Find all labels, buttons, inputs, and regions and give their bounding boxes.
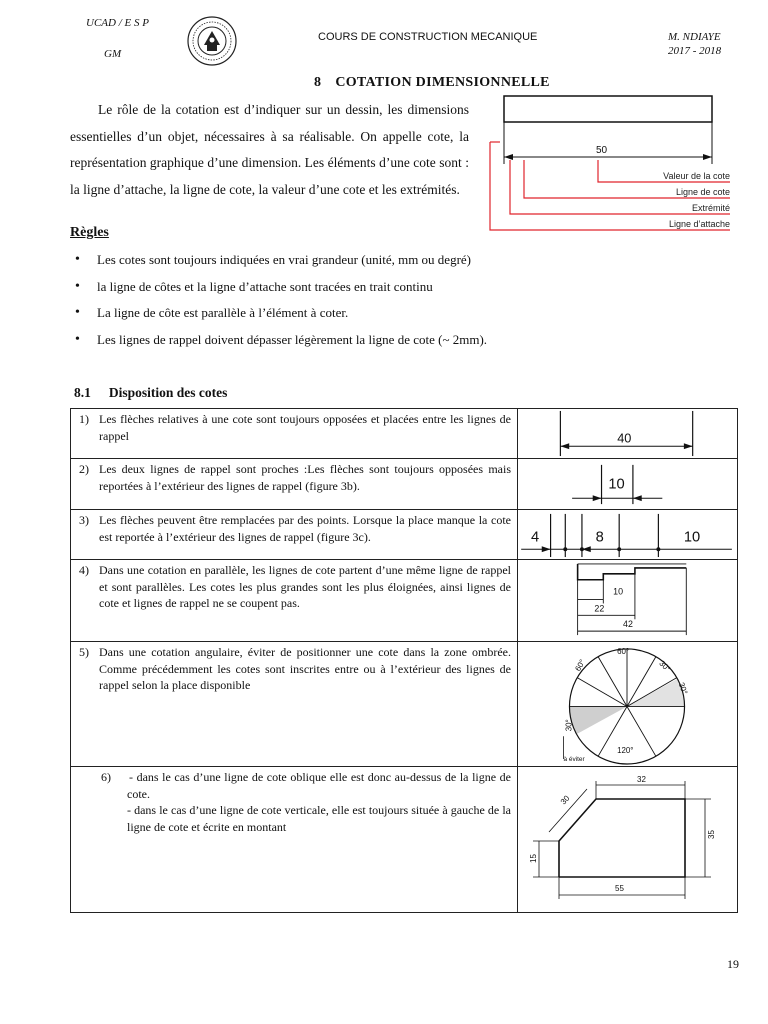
fig1-value: 40 (617, 430, 632, 446)
row-figure (519, 642, 737, 766)
label-ligne-attache: Ligne d’attache (668, 219, 730, 229)
row-figure (519, 510, 737, 559)
row-text: Dans une cotation en parallèle, les lignes de cote partent d’une même ligne de rappel et sont parallèles. Les cotes les plus grandes sont les plus éloignées, ainsi lignes de cote et lignes de rappel ne se coupent pas. (99, 563, 511, 610)
label-ligne-cote: Ligne de cote (675, 187, 730, 197)
label-extremite: Extrémité (691, 203, 730, 213)
school-logo-icon (186, 15, 238, 67)
row-figure (519, 459, 737, 509)
row-text-vertical: - dans le cas d’une ligne de cote verticale, elle est toujours située à gauche de la ligne de cote et écrite en montant (127, 803, 511, 834)
fig5-angle-60-top: 60° (617, 646, 630, 656)
subsection-title-text: Disposition des cotes (108, 385, 228, 400)
rule-item: • la ligne de côtes et la ligne d’attache sont tracées en trait continu (74, 277, 674, 304)
subsection-title (74, 385, 227, 401)
subsection-number: 8.1 (74, 385, 91, 400)
rules-list (74, 250, 674, 356)
fig3-value-8: 8 (595, 529, 604, 546)
fig6-value-35: 35 (707, 830, 716, 839)
intro-paragraph: Le rôle de la cotation est d’indiquer sur un dessin, les dimensions essentielles d’un objet, nécessaires à sa réalisable. On appelle cote, la représentation graphique d’une dimension. Les éléments d’une cote sont : la ligne d’attache, la ligne de cote, la valeur d’une cote et les extrémités. (70, 102, 469, 197)
table-row (71, 767, 737, 913)
fig5-angle-60-left: 60° (573, 657, 588, 673)
fig5-angle-30-right: 30° (657, 658, 673, 674)
row-number: 6) (101, 770, 111, 784)
fig4-value-22: 22 (594, 603, 605, 614)
rule-item: • La ligne de côte est parallèle à l’élément à coter. (74, 303, 674, 330)
fig4-value-42: 42 (623, 619, 633, 630)
table-row (71, 459, 737, 510)
row-text: Les flèches peuvent être remplacées par des points. Lorsque la place manque la cote est reportée à l’extérieur des lignes de rappel (figure 3c). (99, 513, 511, 544)
fig3-value-10: 10 (683, 529, 701, 546)
fig6-value-32: 32 (637, 775, 646, 784)
rule-item: • Les cotes sont toujours indiquées en vrai grandeur (unité, mm ou degré) (74, 250, 674, 277)
section-number: 8 (314, 75, 322, 90)
fig5-angle-120: 120° (617, 746, 634, 756)
table-row (71, 409, 737, 459)
main-figure-value: 50 (596, 145, 608, 156)
row-text: Les flèches relatives à une cote sont toujours opposées et placées entre les lignes de rappel (99, 412, 511, 443)
label-valeur: Valeur de la cote (663, 171, 730, 181)
fig2-value: 10 (608, 476, 625, 493)
dimension-elements-figure (480, 90, 738, 240)
table-row (71, 642, 737, 767)
rules-heading: Règles (70, 225, 109, 240)
dimension-rules-table (70, 408, 738, 913)
section-title (314, 75, 550, 91)
header-year: 2017 - 2018 (668, 45, 722, 57)
fig6-value-15: 15 (529, 854, 538, 863)
header-department: GM (104, 48, 122, 60)
rule-item: • Les lignes de rappel doivent dépasser légèrement la ligne de cote (~ 2mm). (74, 330, 674, 357)
row-number: 5) (79, 645, 89, 659)
fig4-value-10: 10 (613, 586, 624, 597)
table-row (71, 510, 737, 560)
row-text-oblique: - dans le cas d’une ligne de cote oblique elle est donc au-dessus de la ligne de cote. (127, 770, 511, 801)
row-figure (519, 409, 737, 458)
row-figure (519, 767, 737, 913)
header-school: UCAD / E S P (86, 17, 149, 29)
row-number: 2) (79, 462, 89, 476)
row-number: 4) (79, 563, 89, 577)
header-author: M. NDIAYE (668, 31, 721, 43)
table-row (71, 560, 737, 642)
fig6-value-55: 55 (615, 884, 624, 893)
row-figure (519, 560, 737, 641)
fig5-avoid-label: à éviter (563, 756, 585, 764)
fig6-value-30: 30 (558, 793, 572, 807)
fig3-value-4: 4 (530, 529, 540, 546)
section-title-text: COTATION DIMENSIONNELLE (335, 75, 550, 90)
fig5-angle-30-side: 30° (676, 681, 690, 696)
row-number: 1) (79, 412, 89, 426)
fig5-angle-30-shaded: 30° (564, 719, 574, 732)
header-course-title: COURS DE CONSTRUCTION MECANIQUE (318, 31, 538, 43)
row-text: Les deux lignes de rappel sont proches :Les flèches sont toujours opposées mais reportées à l’extérieur des lignes de rappel (figure 3b). (99, 462, 511, 493)
row-number: 3) (79, 513, 89, 527)
row-text: Dans une cotation angulaire, éviter de positionner une cote dans la zone ombrée. Comme précédemment les cotes sont inscrites entre ou à l’extérieur des lignes de rappel selon la place disponible (99, 645, 511, 692)
page-number: 19 (727, 957, 739, 971)
